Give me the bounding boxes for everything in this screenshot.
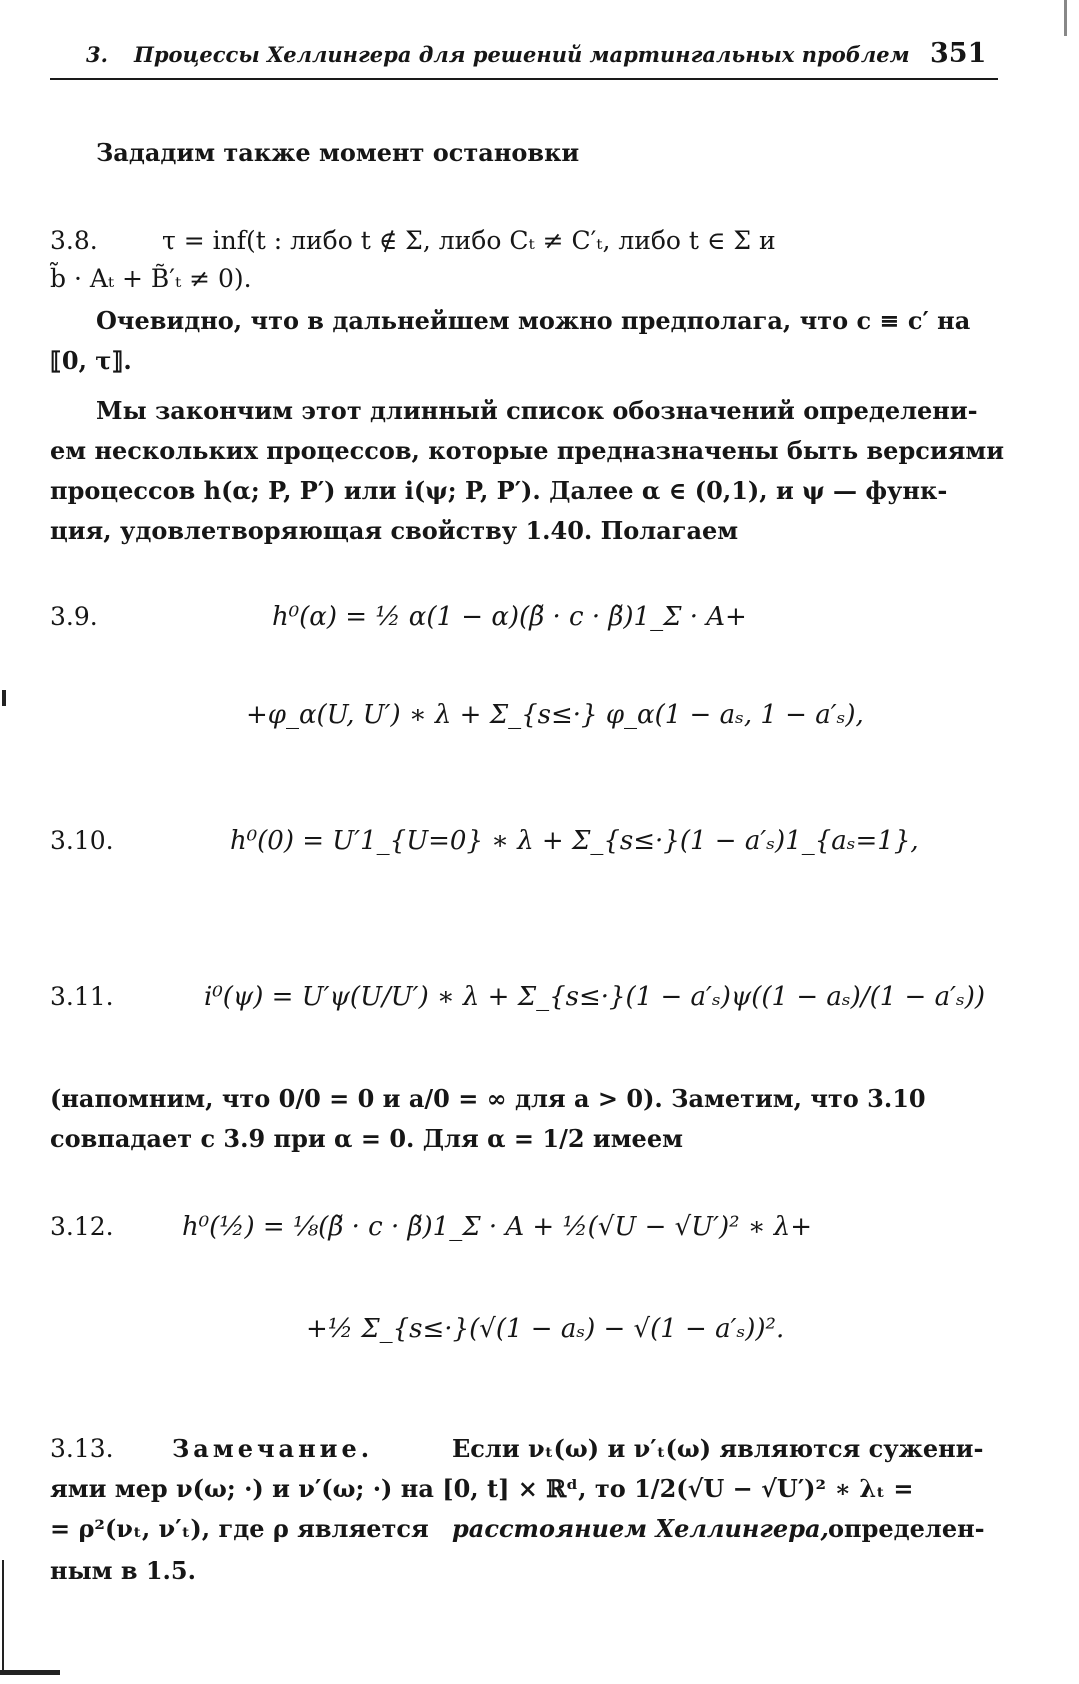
paragraph-definitions-line-3: процессов h(α; P, P′) или i(ψ; P, P′). Далее α ∈ (0,1), и ψ — функ- — [50, 476, 948, 505]
remark-3-13-number: 3.13. — [50, 1434, 114, 1463]
eq-3-8-line-2: b̃ · Aₜ + B̃′ₜ ≠ 0). — [50, 264, 252, 293]
eq-3-10-number: 3.10. — [50, 826, 114, 855]
paragraph-definitions-line-2: ем нескольких процессов, которые предназначены быть версиями — [50, 436, 1005, 465]
paragraph-obviously-line-1: Очевидно, что в дальнейшем можно предполага, что c ≡ c′ на — [96, 306, 971, 335]
remark-line-3-end: определен- — [828, 1514, 985, 1543]
scan-edge-line — [2, 1560, 4, 1670]
eq-3-9-number: 3.9. — [50, 602, 98, 631]
eq-3-12-number: 3.12. — [50, 1212, 114, 1241]
running-head-section-number: 3. — [86, 42, 108, 67]
scan-right-mark — [1064, 0, 1067, 36]
eq-3-10-formula: h⁰(0) = U′1_{U=0} ∗ λ + Σ_{s≤·}(1 − a′ₛ)1_{aₛ=1}, — [230, 826, 919, 856]
paragraph-definitions-line-1: Мы закончим этот длинный список обозначений определени- — [96, 396, 978, 425]
header-rule — [50, 78, 998, 80]
eq-3-9-line-1: h⁰(α) = ½ α(1 − α)(β̃ · c · β̃)1_Σ · A+ — [272, 602, 747, 632]
page-number: 351 — [930, 38, 987, 69]
eq-3-8-line-1: τ = inf(t : либо t ∉ Σ, либо Cₜ ≠ C′ₜ, либо t ∈ Σ и — [162, 226, 776, 255]
eq-3-12-line-1: h⁰(½) = ⅛(β̃ · c · β̃)1_Σ · A + ½(√U − √U′)² ∗ λ+ — [182, 1212, 813, 1242]
eq-3-11-formula: i⁰(ψ) = U′ψ(U/U′) ∗ λ + Σ_{s≤·}(1 − a′ₛ)ψ((1 − aₛ)/(1 − a′ₛ)) — [204, 982, 986, 1012]
remark-line-2: ями мер ν(ω; ·) и ν′(ω; ·) на [0, t] × ℝᵈ, то 1/2(√U − √U′)² ∗ λₜ = — [50, 1474, 914, 1503]
remark-heading: Замечание. — [172, 1434, 374, 1463]
eq-3-9-line-2: +φ_α(U, U′) ∗ λ + Σ_{s≤·} φ_α(1 − aₛ, 1 − a′ₛ), — [246, 700, 864, 730]
paragraph-obviously-line-2: ⟦0, τ⟧. — [50, 346, 132, 375]
intro-sentence: Зададим также момент остановки — [96, 138, 580, 167]
remark-hellinger-distance-term: расстоянием Хеллингера, — [452, 1514, 829, 1543]
remark-line-4: ным в 1.5. — [50, 1556, 196, 1585]
running-head-title: Процессы Хеллингера для решений мартингальных проблем — [134, 42, 910, 67]
eq-3-11-number: 3.11. — [50, 982, 114, 1011]
remark-line-3-start: = ρ²(νₜ, ν′ₜ), где ρ является — [50, 1514, 429, 1543]
paragraph-recall-line-1: (напомним, что 0/0 = 0 и a/0 = ∞ для a > 0). Заметим, что 3.10 — [50, 1084, 926, 1113]
scan-bottom-mark — [0, 1670, 60, 1675]
paragraph-recall-line-2: совпадает с 3.9 при α = 0. Для α = 1/2 имеем — [50, 1124, 683, 1153]
eq-3-8-number: 3.8. — [50, 226, 98, 255]
eq-3-12-line-2: +½ Σ_{s≤·}(√(1 − aₛ) − √(1 − a′ₛ))². — [306, 1314, 785, 1344]
remark-line-1: Если νₜ(ω) и ν′ₜ(ω) являются сужени- — [452, 1434, 984, 1463]
scan-edge-mark — [2, 690, 6, 706]
paragraph-definitions-line-4: ция, удовлетворяющая свойству 1.40. Полагаем — [50, 516, 739, 545]
